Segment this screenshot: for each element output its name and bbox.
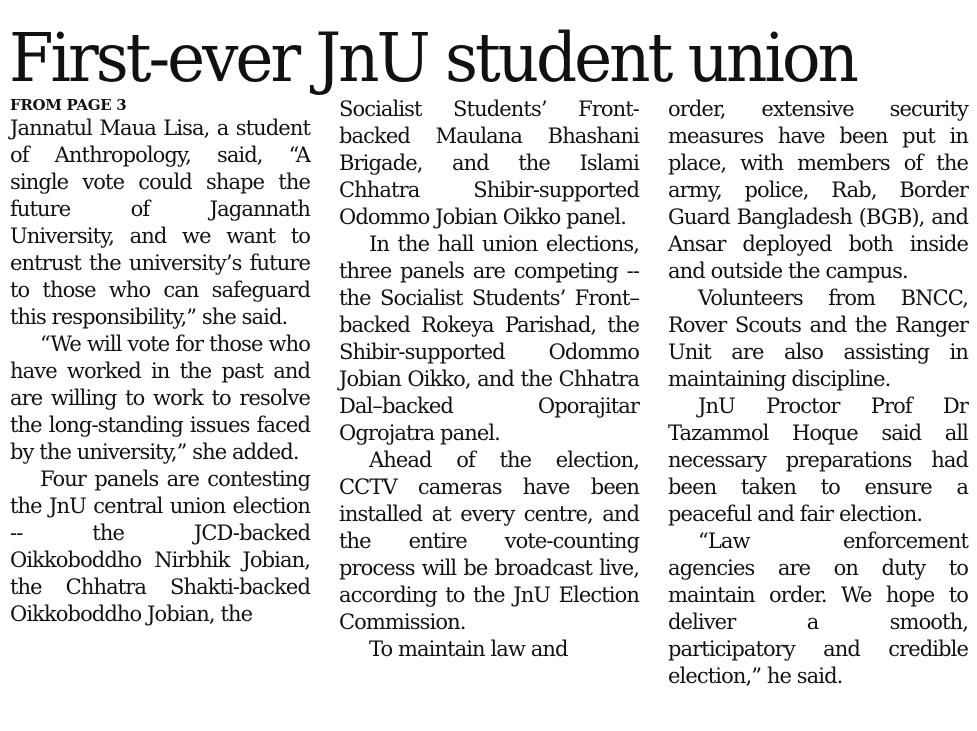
paragraph: Jannatul Maua Lisa, a student of Anthropology, said, “A single vote could shape the future of Jagannath University, and we want to entrust the university’s future to those who can safeguard this responsibility,” she said. [10,116,310,329]
paragraph: “Law enforcement agencies are on duty to maintain order. We hope to deliver a smooth, participatory and credible election,” he said. [668,529,968,688]
article-column-1 [10,96,310,628]
article-column-3 [668,96,968,690]
paragraph: Volunteers from BNCC, Rover Scouts and the Ranger Unit are also assisting in maintaining discipline. [668,286,968,391]
paragraph: In the hall union elections, three panels are competing -- the Socialist Students’ Front–backed Rokeya Parishad, the Shibir-supported Odommo Jobian Oikko, and the Chhatra Dal–backed Oporajitar Ogrojatra panel. [339,232,639,445]
paragraph: Ahead of the election, CCTV cameras have been installed at every centre, and the entire vote-counting process will be broadcast live, according to the JnU Election Commission. [339,448,639,634]
paragraph: To maintain law and [369,637,568,661]
kicker: FROM PAGE 3 [10,96,127,114]
paragraph: order, extensive security measures have been put in place, with members of the army, police, Rab, Border Guard Bangladesh (BGB), and Ansar deployed both inside and outside the campus. [668,97,968,283]
paragraph: “We will vote for those who have worked in the past and are willing to work to resolve the long-standing issues faced by the university,” she added. [10,332,310,464]
paragraph: Four panels are contesting the JnU central union election -- the JCD-backed Oikkoboddho Nirbhik Jobian, the Chhatra Shakti-backed Oikkoboddho Jobian, the [10,467,310,626]
paragraph: Socialist Students’ Front-backed Maulana Bhashani Brigade, and the Islami Chhatra Shibir-supported Odommo Jobian Oikko panel. [339,97,639,229]
paragraph: JnU Proctor Prof Dr Tazammol Hoque said all necessary preparations had been taken to ensure a peaceful and fair election. [668,394,968,526]
headline: First-ever JnU student union [9,19,856,97]
article-column-2 [339,96,639,663]
